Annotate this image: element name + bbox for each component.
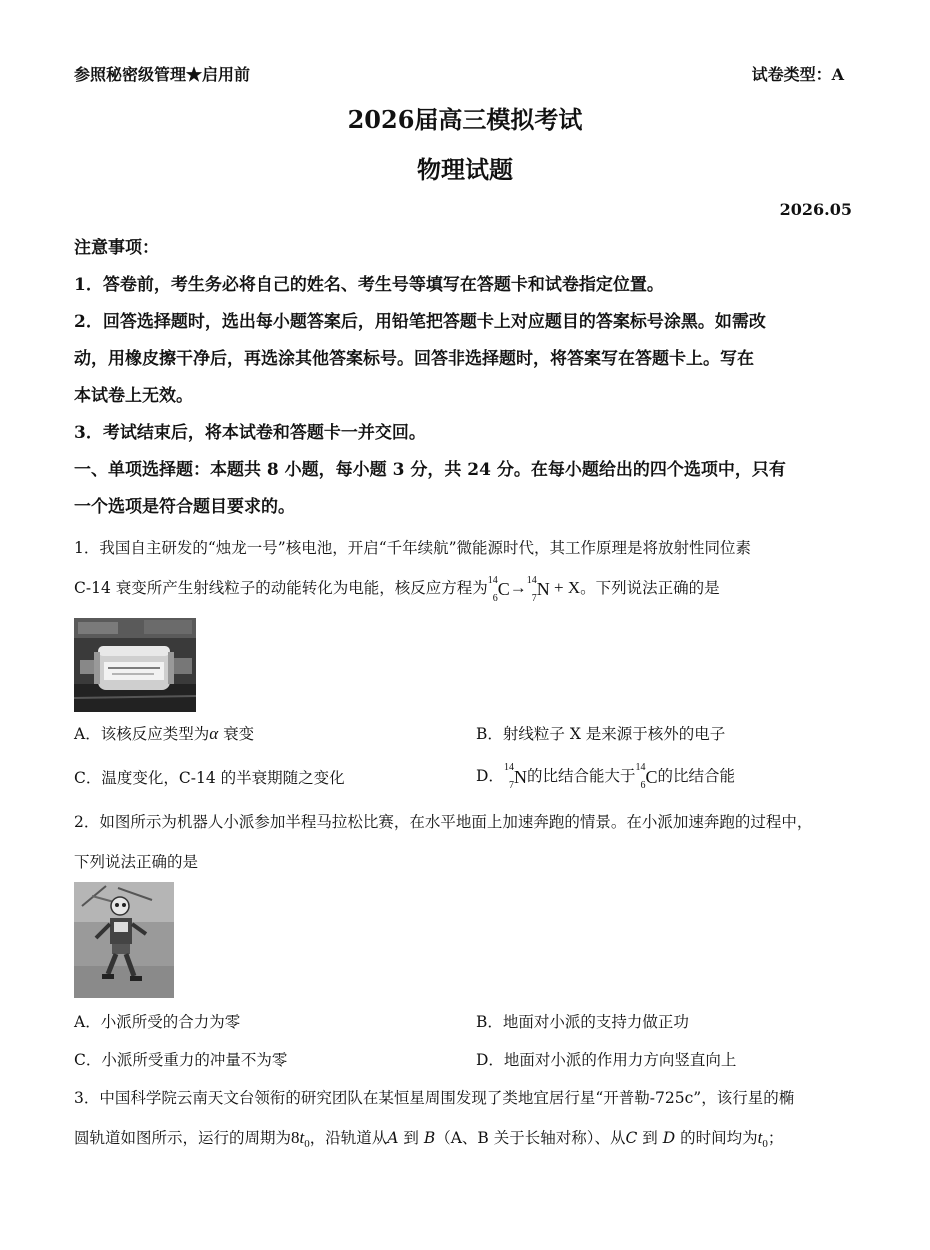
question-3-text [74,1078,856,1164]
period-t: t [299,1128,305,1147]
question-3-line-2 [74,1118,856,1164]
period-coefficient: 8 [291,1128,300,1147]
reaction-arrow: → [509,578,527,597]
question-2-option-a: A．小派所受的合力为零 [74,1013,241,1031]
option-a-post: 衰变 [218,725,255,743]
section-1-line-2: 一个选项是符合题目要求的。 [74,497,295,517]
to-1: 到 [398,1129,424,1147]
option-d-nitrogen [504,764,527,790]
nuclear-battery-photo [74,618,196,712]
option-a-pre: A．该核反应类型为 [74,725,210,743]
confidential-label: 参照秘密级管理★启用前 [74,65,251,84]
section-1-line-1: 一、单项选择题：本题共 8 小题，每小题 3 分，共 24 分。在每小题给出的四个选项中，只有 [74,460,786,480]
option-d-carbon [635,764,657,790]
option-d-nitrogen-mass: 14 [503,762,514,773]
nitrogen-symbol: N [536,579,550,600]
paper-type-label: 试卷类型：A [751,65,844,84]
question-1-option-c: C．温度变化，C-14 的半衰期随之变化 [74,769,345,787]
time-t: t [757,1128,763,1147]
option-d-carbon-z: 6 [640,780,646,791]
notice-item-2-line-1: 2．回答选择题时，选出每小题答案后，用铅笔把答题卡上对应题目的答案标号涂黑。如需改 [74,312,766,332]
question-3-line-2-pre: 圆轨道如图所示，运行的周期为 [74,1129,292,1147]
option-d-pre: D． [476,767,504,785]
question-3-mid-1: ，沿轨道从 [309,1129,388,1147]
question-1-option-a [74,723,254,745]
equation-nitrogen [527,568,550,609]
plus-x: + X [549,578,581,597]
to-2: 到 [637,1129,663,1147]
notice-item-2-line-3: 本试卷上无效。 [74,386,193,406]
notice-heading: 注意事项： [74,238,159,258]
notice-block [74,230,856,526]
notice-item-3: 3．考试结束后，将本试卷和答题卡一并交回。 [74,423,426,443]
question-1-line-1: 1．我国自主研发的“烛龙一号”核电池，开启“千年续航”微能源时代，其工作原理是将放射性同位素 [74,539,752,557]
question-2-option-c: C．小派所受重力的冲量不为零 [74,1051,288,1069]
robot-photo [74,882,174,998]
period-t-subscript: 0 [304,1138,310,1151]
question-2-line-1: 2．如图所示为机器人小派参加半程马拉松比赛，在水平地面上加速奔跑的情景。在小派加速奔跑的过程中， [74,813,813,831]
option-d-mid: 的比结合能大于 [526,767,636,785]
exam-date: 2026.05 [779,200,852,219]
notice-item-1: 1．答卷前，考生务必将自己的姓名、考生号等填写在答题卡和试卷指定位置。 [74,275,664,295]
nitrogen-mass-number: 14 [526,574,537,586]
question-1-option-b: B．射线粒子 X 是来源于核外的电子 [476,725,726,743]
time-t-subscript: 0 [762,1138,768,1151]
point-a: A [387,1129,399,1147]
question-1-text [74,528,856,610]
option-d-post: 的比结合能 [657,767,735,785]
subject-title: 物理试题 [417,155,513,184]
carbon-symbol: C [497,579,510,600]
question-1-line-2 [74,568,856,610]
question-3-line-1: 3．中国科学院云南天文台领衔的研究团队在某恒星周围发现了类地宜居行星“开普勒-725c”，该行星的椭 [74,1089,795,1107]
option-d-carbon-symbol: C [645,767,658,787]
point-d: D [662,1129,676,1147]
question-3-post: ； [767,1129,784,1147]
question-2-option-d: D．地面对小派的作用力方向竖直向上 [476,1051,737,1069]
option-d-nitrogen-symbol: N [513,767,527,787]
question-2-text [74,802,856,882]
point-c: C [625,1129,638,1147]
question-2-line-2: 下列说法正确的是 [74,853,199,871]
option-d-carbon-mass: 14 [635,762,646,773]
option-d-nitrogen-z: 7 [508,780,514,791]
question-3-mid-2: 的时间均为 [675,1129,758,1147]
question-2-option-b: B．地面对小派的支持力做正功 [476,1013,689,1031]
equation-carbon [488,568,510,609]
nitrogen-atomic-number: 7 [531,592,537,604]
question-1-line-2-pre: C-14 衰变所产生射线粒子的动能转化为电能，核反应方程为 [74,579,488,597]
exam-title: 2026届高三模拟考试 [347,105,583,134]
carbon-atomic-number: 6 [492,592,498,604]
question-1-line-2-post: 。下列说法正确的是 [580,579,720,597]
point-b: B [423,1129,436,1147]
question-1-option-d [476,764,735,790]
notice-item-2-line-2: 动，用橡皮擦干净后，再选涂其他答案标号。回答非选择题时，将答案写在答题卡上。写在 [74,349,754,369]
question-3-paren: （A、B 关于长轴对称）、从 [435,1129,626,1147]
carbon-mass-number: 14 [487,574,498,586]
alpha-symbol: α [209,724,219,743]
